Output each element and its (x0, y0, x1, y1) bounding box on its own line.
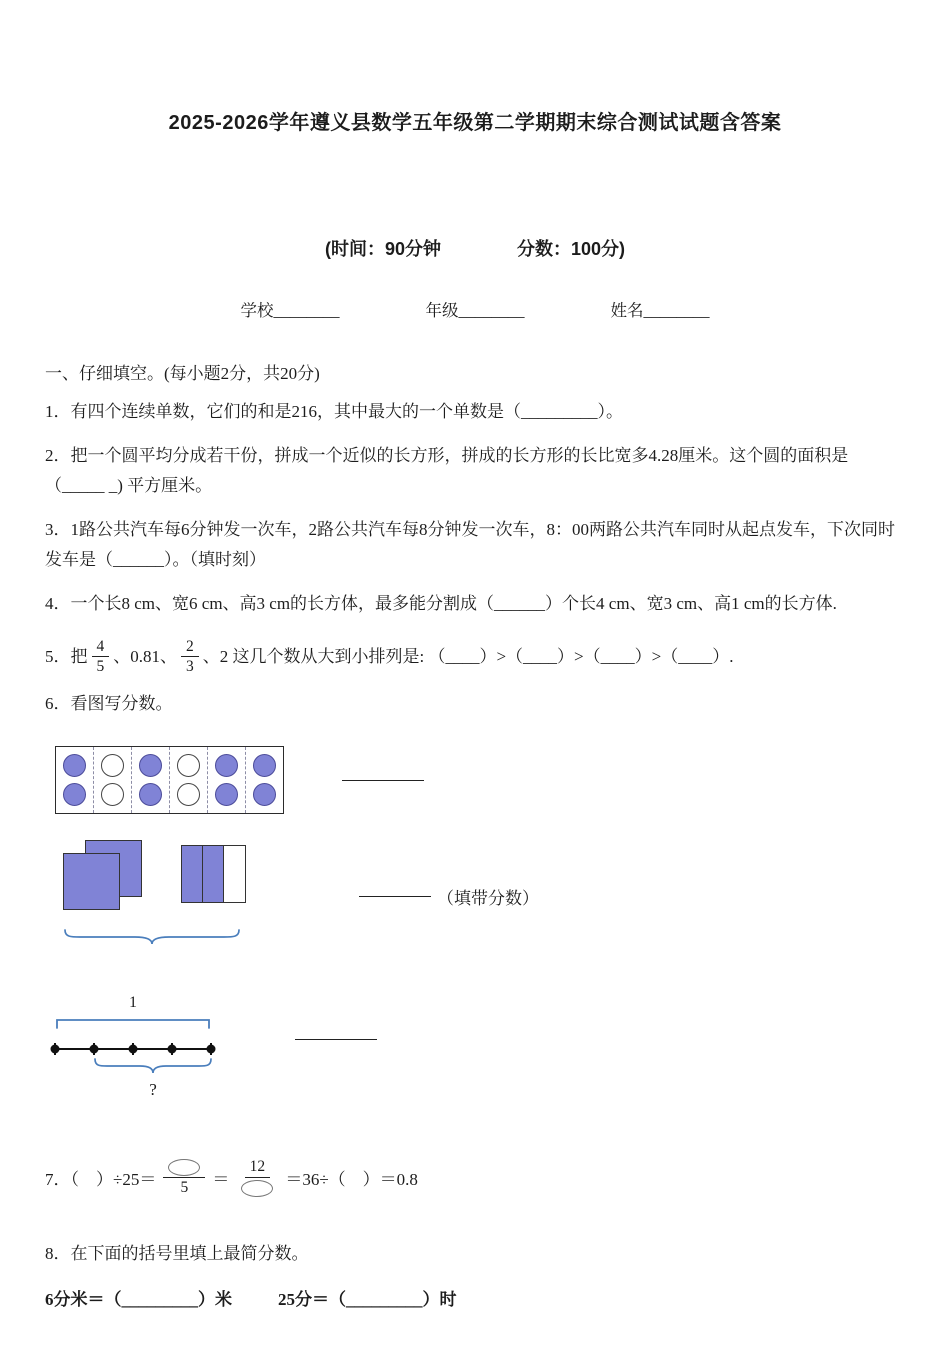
fraction-numerator: 2 (181, 638, 199, 658)
filled-circle-icon (63, 754, 86, 777)
circle-cell (56, 747, 94, 813)
strip-rect (181, 845, 246, 903)
fraction-denominator: 5 (96, 658, 105, 676)
question-4: 4．一个长8 cm、宽6 cm、高3 cm的长方体，最多能分割成（______）个长4 cm、宽3 cm、高1 cm的长方体. (45, 593, 837, 613)
time-label: (时间：90分钟 (324, 239, 441, 259)
answer-line (342, 779, 424, 781)
answer-line (295, 1038, 377, 1040)
underbrace-icon (63, 928, 241, 946)
question-5 (45, 638, 905, 677)
answer-line (359, 895, 431, 897)
number-line-dot (168, 1044, 177, 1053)
blank-oval (168, 1159, 200, 1176)
empty-circle-icon (177, 783, 200, 806)
name-field: 姓名________ (610, 301, 710, 320)
fraction-circles-figure (55, 746, 905, 814)
circle-cell (170, 747, 208, 813)
number-line-dot (207, 1044, 216, 1053)
filled-strip (203, 846, 224, 902)
fraction-denominator: 3 (186, 658, 194, 676)
question-1: 1．有四个连续单数，它们的和是216，其中最大的一个单数是（_________）。 (45, 402, 623, 421)
circle-cell (132, 747, 170, 813)
equals-sign: ＝ (212, 1169, 230, 1189)
filled-circle-icon (253, 754, 276, 777)
circle-cell (246, 747, 283, 813)
circle-grid (55, 746, 284, 814)
fraction-denominator (236, 1178, 278, 1197)
section-one-heading: 一、仔细填空。(每小题2分，共20分) (45, 364, 320, 383)
exam-info (45, 235, 905, 261)
filled-circle-icon (253, 783, 276, 806)
question-8-blanks (45, 1285, 905, 1310)
fraction-12-over-blank (236, 1158, 278, 1197)
filled-circle-icon (139, 783, 162, 806)
number-line-dot (51, 1044, 60, 1053)
question-mark-label: ? (149, 1079, 157, 1099)
fraction-two-thirds (181, 638, 199, 677)
empty-circle-icon (177, 754, 200, 777)
empty-circle-icon (101, 783, 124, 806)
q5-prefix: 5．把 (45, 646, 88, 666)
empty-circle-icon (101, 754, 124, 777)
number-line-dot (129, 1044, 138, 1053)
school-field: 学校________ (240, 301, 340, 320)
mixed-number-figure (63, 840, 905, 952)
circle-cell (208, 747, 246, 813)
whole-label: 1 (129, 993, 137, 1011)
q7-part2: ＝36÷（ ）＝0.8 (285, 1169, 418, 1189)
student-fields (45, 297, 905, 321)
q5-middle: 、0.81、 (113, 646, 177, 666)
q5-suffix: 、2 这几个数从大到小排列是: （____）>（____）>（____）>（____）. (202, 646, 734, 666)
q8-part1: 6分米＝（_________）米 (45, 1290, 232, 1310)
question-8: 8．在下面的括号里填上最简分数。 (45, 1243, 309, 1263)
filled-circle-icon (63, 783, 86, 806)
mixed-number-note: （填带分数） (437, 888, 539, 908)
question-7 (45, 1158, 905, 1197)
number-line-figure (55, 993, 905, 1118)
underbrace-icon (93, 1057, 213, 1075)
circle-cell (94, 747, 132, 813)
question-2: 2．把一个圆平均分成若干份，拼成一个近似的长方形，拼成的长方形的长比宽多4.28厘米。这个圆的面积是（_____ _) 平方厘米。 (45, 445, 849, 496)
fraction-blank-over-5 (163, 1158, 205, 1197)
top-bracket-icon (55, 1018, 211, 1029)
filled-circle-icon (215, 783, 238, 806)
mixed-number-answer (359, 884, 539, 909)
q8-part2: 25分＝（_________）时 (278, 1290, 457, 1310)
filled-strip (182, 846, 203, 902)
mixed-number-shapes (63, 840, 323, 952)
question-6: 6．看图写分数。 (45, 694, 173, 714)
fraction-numerator: 4 (92, 638, 110, 658)
fraction-numerator: 12 (245, 1158, 271, 1178)
grade-field: 年级________ (425, 301, 525, 320)
filled-circle-icon (215, 754, 238, 777)
filled-circle-icon (139, 754, 162, 777)
number-line (55, 1048, 211, 1050)
score-label: 分数：100分) (516, 239, 626, 259)
q7-part1: 7．（ ）÷25＝ (45, 1169, 157, 1189)
blank-oval (241, 1180, 273, 1197)
empty-strip (224, 846, 245, 902)
page-title: 2025-2026学年遵义县数学五年级第二学期期末综合测试试题含答案 (168, 112, 782, 134)
number-line-dot (90, 1044, 99, 1053)
square-shape (63, 853, 120, 910)
question-3: 3．1路公共汽车每6分钟发一次车，2路公共汽车每8分钟发一次车，8：00两路公共汽车同时从起点发车，下次同时发车是（______）。（填时刻） (45, 519, 895, 570)
fraction-denominator: 5 (180, 1178, 189, 1196)
fraction-four-fifths (92, 638, 110, 677)
fraction-numerator (163, 1158, 205, 1178)
